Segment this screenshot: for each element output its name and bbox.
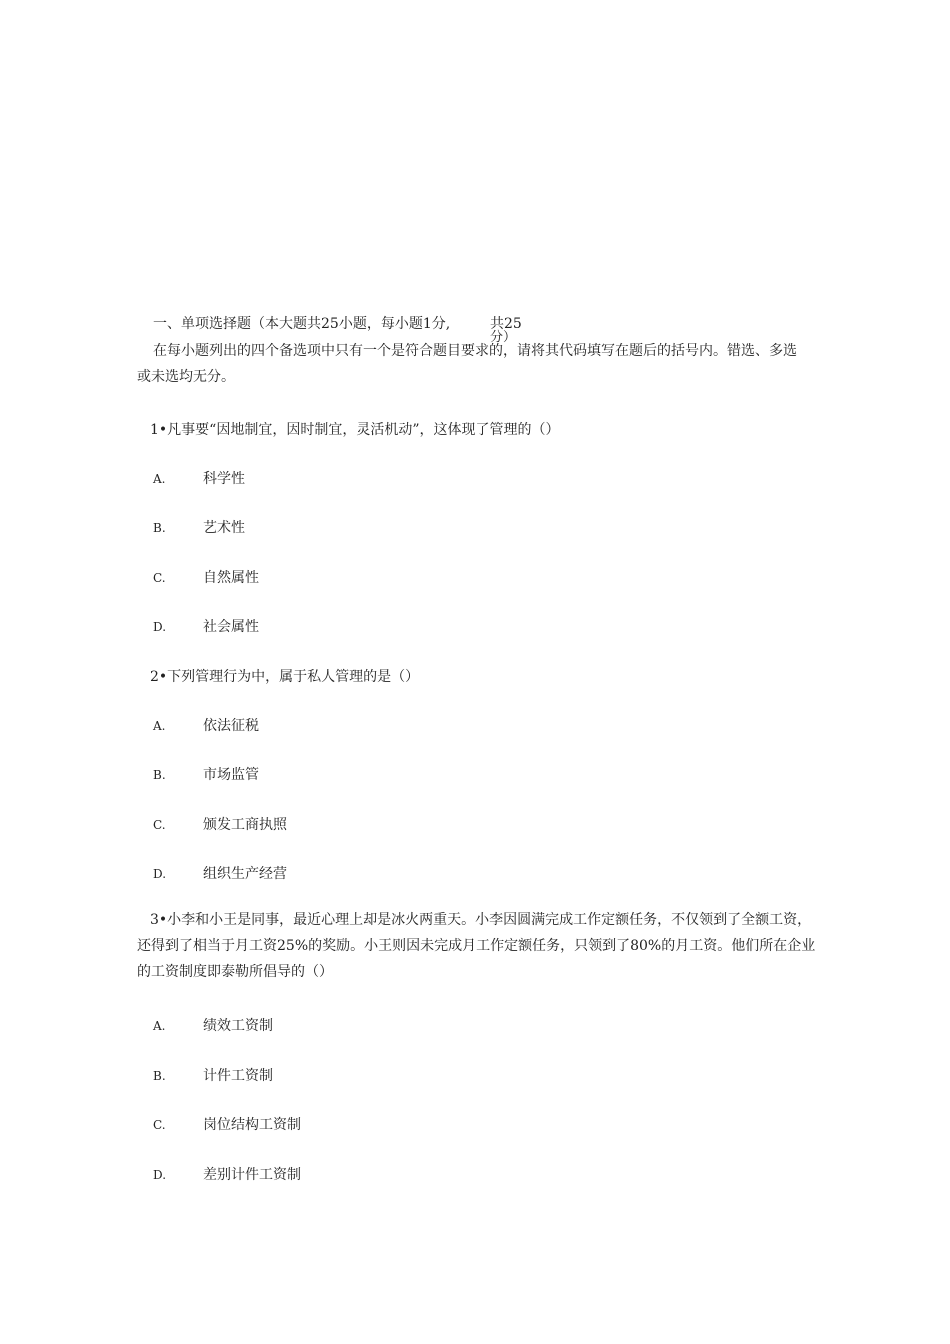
question-1-option-a-text: 科学性	[203, 471, 245, 487]
instructions-line-1: 在每小题列出的四个备选项中只有一个是符合题目要求的，请将其代码填写在题后的括号内。错选、多选	[153, 343, 797, 359]
question-3-option-a-text: 绩效工资制	[203, 1018, 273, 1034]
question-3-option-b-text: 计件工资制	[203, 1068, 273, 1084]
question-3-text-line-3: 的工资制度即泰勒所倡导的（）	[137, 964, 333, 980]
question-1-option-c-text: 自然属性	[203, 570, 259, 586]
question-3-text-line-2: 还得到了相当于月工资25%的奖励。小王则因未完成月工作定额任务，只领到了80%的月工资。他们所在企业	[137, 938, 816, 954]
question-3-option-b-letter: B.	[153, 1069, 166, 1083]
question-2-option-c-text: 颁发工商执照	[203, 817, 287, 833]
question-3-option-a-letter: A.	[153, 1019, 166, 1033]
question-1-text: 1•凡事要“因地制宜，因时制宜，灵活机动”，这体现了管理的（）	[150, 422, 560, 438]
question-1-option-c-letter: C.	[153, 571, 166, 585]
question-2-option-c-letter: C.	[153, 818, 166, 832]
instructions-line-2: 或未选均无分。	[137, 369, 235, 385]
question-2-option-a-text: 依法征税	[203, 718, 259, 734]
question-3-text-line-1: 3•小李和小王是同事，最近心理上却是冰火两重天。小李因圆满完成工作定额任务，不仅领到了全额工资，	[150, 912, 812, 928]
question-2-option-b-text: 市场监管	[203, 767, 259, 783]
section-heading-tail: 共25	[490, 316, 522, 332]
section-heading: 一、单项选择题（本大题共25小题，每小题1分,	[153, 316, 451, 332]
question-1-option-a-letter: A.	[153, 472, 166, 486]
question-2-text: 2•下列管理行为中，属于私人管理的是（）	[150, 669, 420, 685]
question-2-option-a-letter: A.	[153, 719, 166, 733]
question-2-option-b-letter: B.	[153, 768, 166, 782]
question-1-option-b-letter: B.	[153, 521, 166, 535]
question-3-option-d-text: 差别计件工资制	[203, 1167, 301, 1183]
question-3-option-c-letter: C.	[153, 1118, 166, 1132]
question-3-option-c-text: 岗位结构工资制	[203, 1117, 301, 1133]
section-heading-tail2: 分）	[490, 330, 517, 345]
question-2-option-d-text: 组织生产经营	[203, 866, 287, 882]
question-3-option-d-letter: D.	[153, 1168, 167, 1182]
question-1-option-b-text: 艺术性	[203, 520, 245, 536]
question-1-option-d-letter: D.	[153, 620, 167, 634]
question-2-option-d-letter: D.	[153, 867, 167, 881]
question-1-option-d-text: 社会属性	[203, 619, 259, 635]
